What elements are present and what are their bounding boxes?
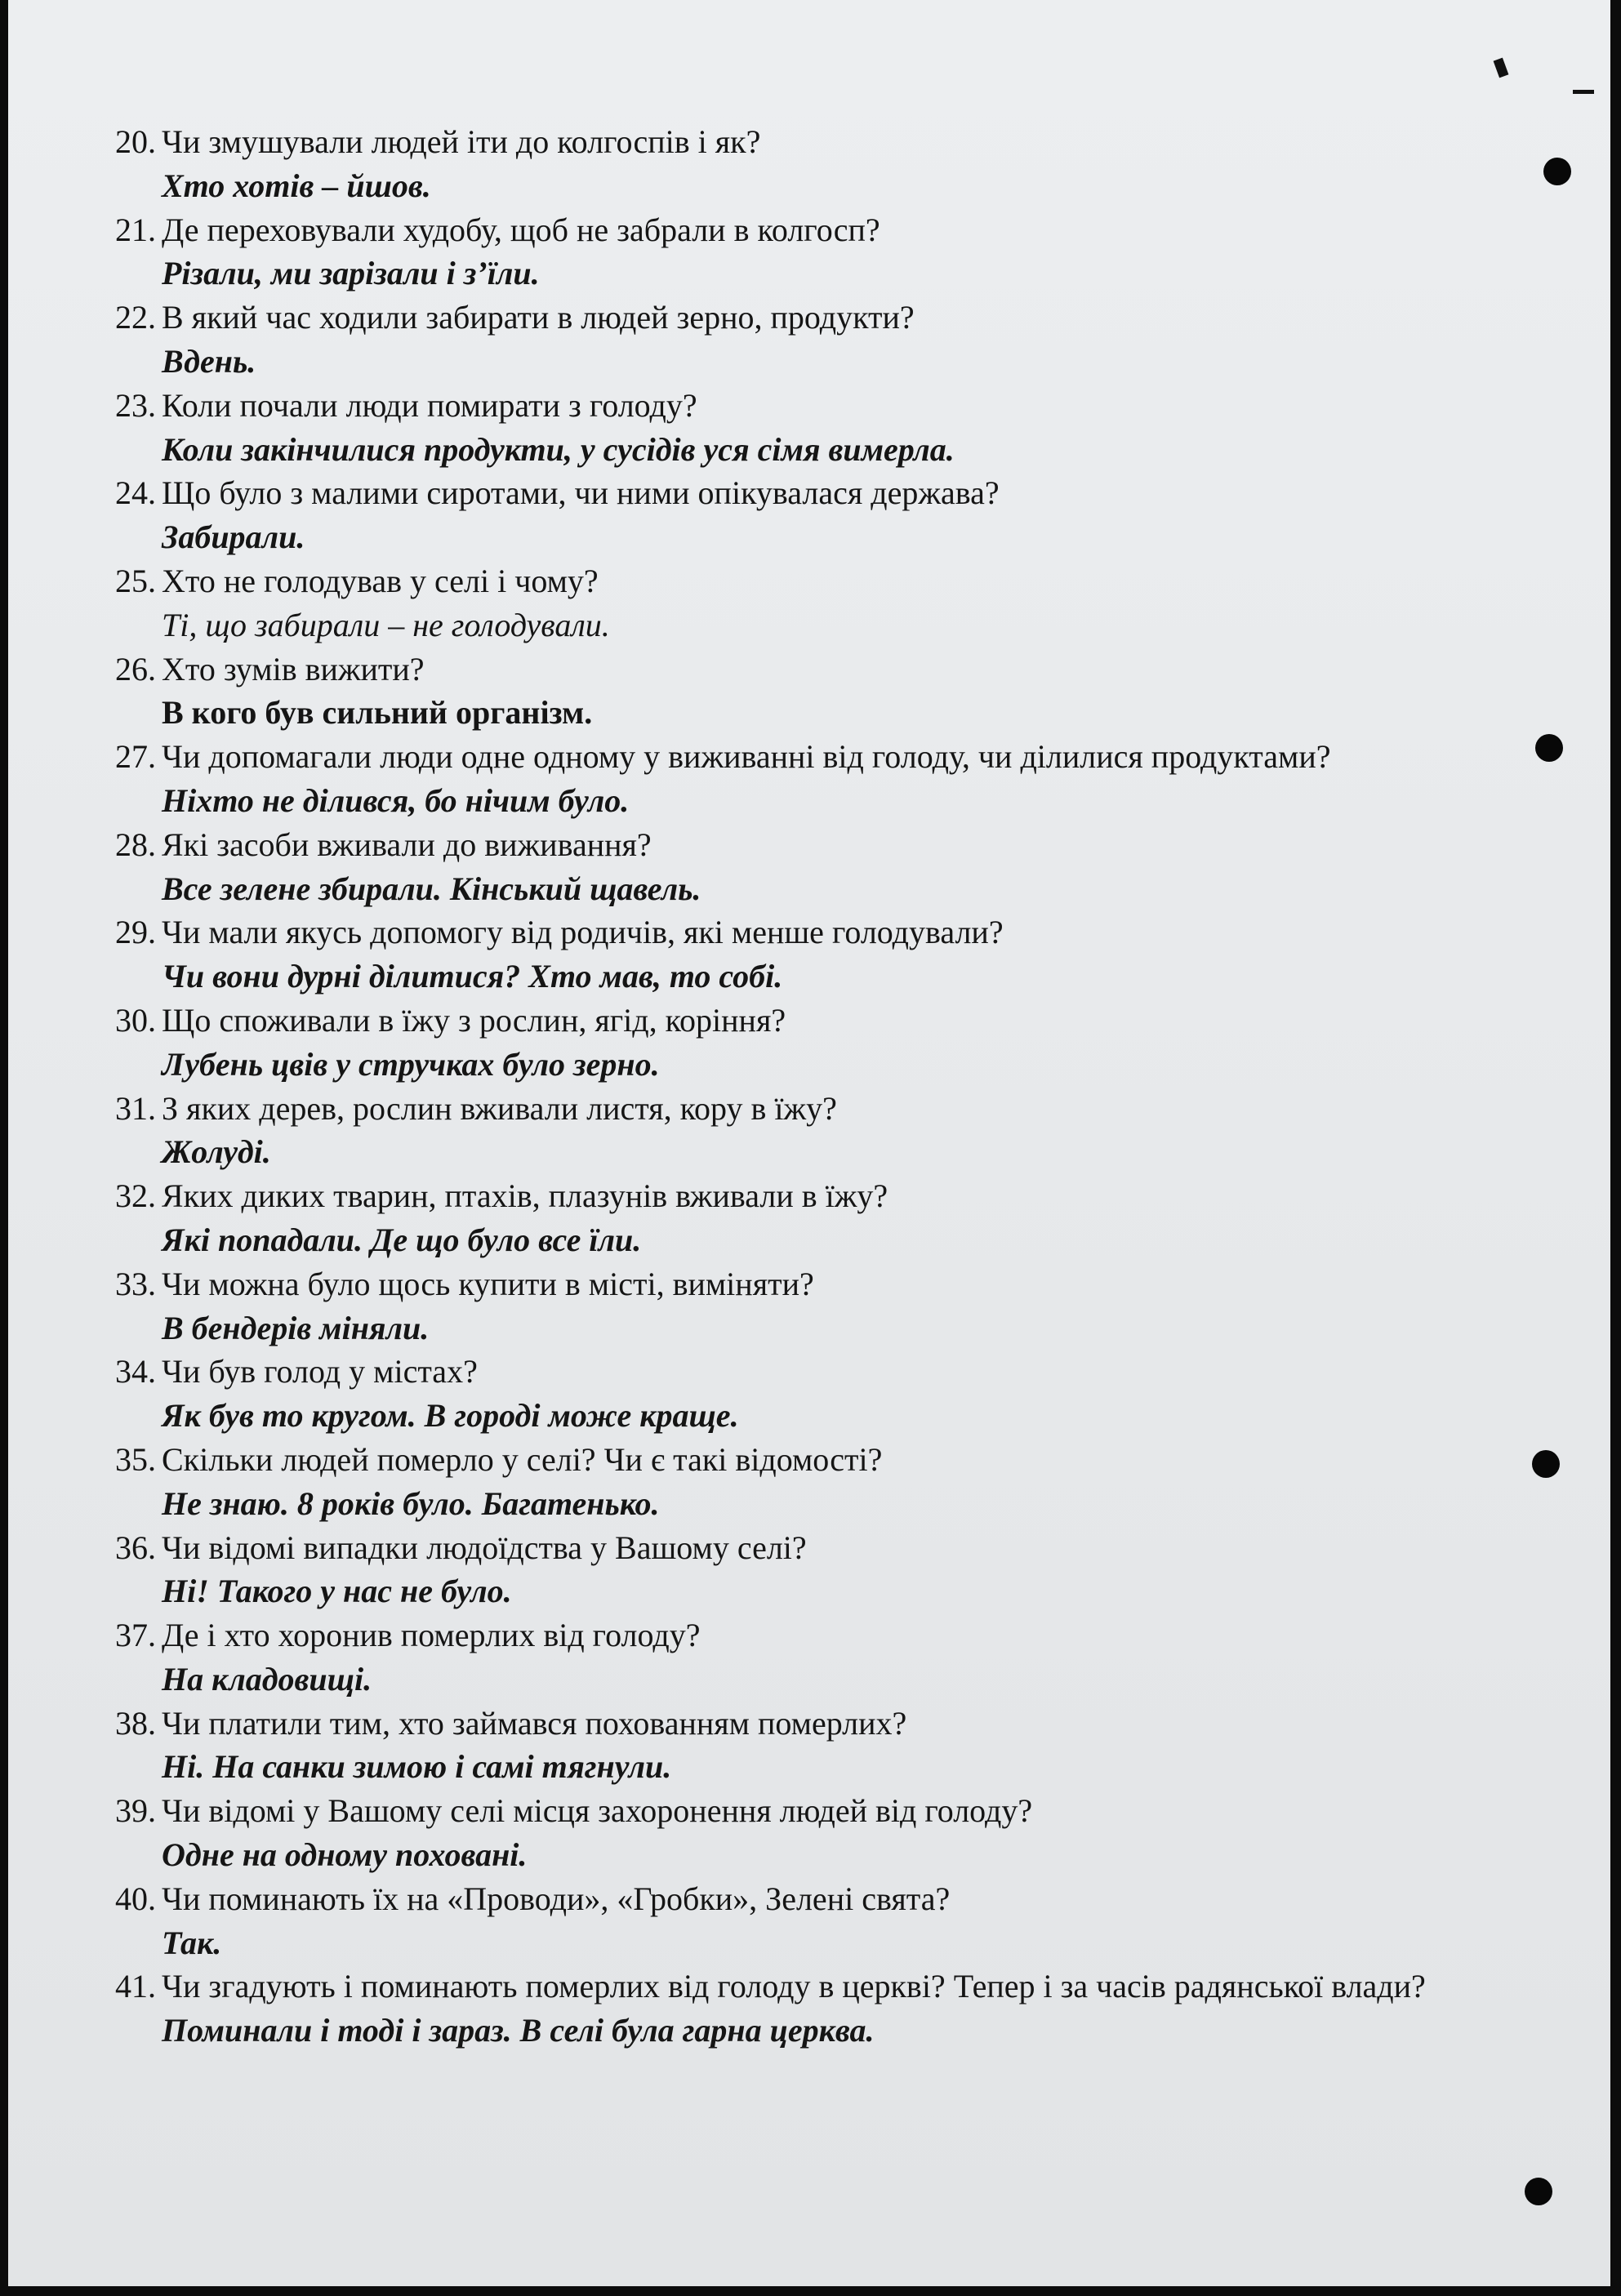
- answer: Як був то кругом. В городі може краще.: [162, 1397, 739, 1435]
- question-text: Чи змушували людей іти до колгоспів і як?: [162, 123, 761, 160]
- question-number: 25.: [115, 562, 156, 599]
- answer: Які попадали. Де що було все їли.: [162, 1221, 642, 1258]
- answer: Забирали.: [162, 518, 305, 556]
- answer: Лубень цвів у стручках було зерно.: [162, 1045, 660, 1083]
- answer: Ні. На санки зимою і самі тягнули.: [162, 1748, 672, 1786]
- answer: Не знаю. 8 років було. Багатенько.: [162, 1484, 660, 1522]
- question: [115, 1087, 1533, 1131]
- question-text: Хто зумів вижити?: [162, 650, 425, 687]
- question-number: 26.: [115, 650, 156, 687]
- question-number: 39.: [115, 1792, 156, 1830]
- question-text: Чи платили тим, хто займався похованням померлих?: [162, 1704, 907, 1742]
- question-number: 33.: [115, 1265, 156, 1302]
- question: [115, 296, 1533, 340]
- answer: Поминали і тоді і зараз. В селі була гарна церква.: [162, 2012, 875, 2049]
- question: [115, 208, 1533, 252]
- question-number: 27.: [115, 738, 156, 776]
- answer: Коли закінчилися продукти, у сусідів уся сімя вимерла.: [162, 430, 955, 468]
- question-text: Хто не голодував у селі і чому?: [162, 562, 599, 599]
- answer: На кладовищі.: [162, 1660, 372, 1698]
- question-number: 32.: [115, 1177, 156, 1215]
- question-number: 22.: [115, 299, 156, 336]
- question-text: Чи відомі випадки людоїдства у Вашому селі?: [162, 1528, 807, 1566]
- questionnaire: [115, 120, 1533, 2053]
- answer: Все зелене збирали. Кінський щавель.: [162, 870, 701, 907]
- answer: Чи вони дурні ділитися? Хто мав, то собі.: [162, 958, 783, 995]
- question: [115, 559, 1533, 603]
- question: [115, 999, 1533, 1043]
- question-text: Що споживали в їжу з рослин, ягід, коріння?: [162, 1001, 786, 1039]
- answer: Жолуді.: [162, 1133, 271, 1171]
- question-number: 37.: [115, 1617, 156, 1654]
- question-number: 31.: [115, 1089, 156, 1127]
- question: [115, 1965, 1533, 2009]
- question: [115, 1702, 1533, 1746]
- answer: Так.: [162, 1924, 222, 1961]
- question: [115, 1174, 1533, 1218]
- question: [115, 823, 1533, 867]
- punch-hole: [1532, 1450, 1560, 1478]
- answer: В кого був сильний організм.: [162, 694, 593, 732]
- question-text: Скільки людей померло у селі? Чи є такі відомості?: [162, 1440, 883, 1478]
- question-text: Де і хто хоронив померлих від голоду?: [162, 1617, 701, 1654]
- question-number: 40.: [115, 1880, 156, 1917]
- scan-mark: [1573, 90, 1594, 94]
- question: [115, 120, 1533, 164]
- question-text: Коли почали люди помирати з голоду?: [162, 386, 697, 424]
- question-text: Чи допомагали люди одне одному у виживанні від голоду, чи ділилися продуктами?: [162, 738, 1331, 776]
- question-number: 20.: [115, 123, 156, 160]
- question-number: 23.: [115, 386, 156, 424]
- question: [115, 1789, 1533, 1833]
- answer: Ніхто не ділився, бо нічим було.: [162, 781, 630, 819]
- question-text: З яких дерев, рослин вживали листя, кору в їжу?: [162, 1089, 837, 1127]
- question: [115, 1350, 1533, 1394]
- question-number: 28.: [115, 825, 156, 863]
- question-number: 21.: [115, 211, 156, 248]
- punch-hole: [1535, 734, 1563, 762]
- question-number: 38.: [115, 1704, 156, 1742]
- question: [115, 1877, 1533, 1921]
- question-text: Чи був голод у містах?: [162, 1353, 478, 1391]
- answer: Хто хотів – йшов.: [162, 167, 431, 204]
- question-text: Чи можна було щось купити в місті, виміняти?: [162, 1265, 814, 1302]
- answer: Ті, що забирали – не голодували.: [162, 606, 610, 643]
- question-number: 30.: [115, 1001, 156, 1039]
- question: [115, 1438, 1533, 1482]
- question: [115, 471, 1533, 515]
- question-text: Яких диких тварин, птахів, плазунів вживали в їжу?: [162, 1177, 888, 1215]
- question-text: Чи згадують і поминають померлих від голоду в церкві? Тепер і за часів радянської влади?: [162, 1968, 1426, 2005]
- question-text: В який час ходили забирати в людей зерно, продукти?: [162, 299, 915, 336]
- question-text: Чи відомі у Вашому селі місця захоронення людей від голоду?: [162, 1792, 1033, 1830]
- question: [115, 910, 1533, 954]
- question-number: 34.: [115, 1353, 156, 1391]
- punch-hole: [1543, 158, 1571, 185]
- question-text: Що було з малими сиротами, чи ними опікувалася держава?: [162, 474, 1000, 512]
- question-text: Де переховували худобу, щоб не забрали в колгосп?: [162, 211, 880, 248]
- question: [115, 647, 1533, 692]
- question: [115, 735, 1533, 779]
- scan-mark: [1494, 58, 1509, 78]
- question-number: 35.: [115, 1440, 156, 1478]
- scanned-page: [8, 0, 1610, 2286]
- question: [115, 1613, 1533, 1657]
- answer: В бендерів міняли.: [162, 1309, 430, 1346]
- question-number: 36.: [115, 1528, 156, 1566]
- question-text: Чи мали якусь допомогу від родичів, які менше голодували?: [162, 914, 1004, 951]
- punch-hole: [1525, 2178, 1552, 2205]
- answer: Одне на одному поховані.: [162, 1836, 528, 1874]
- answer: Різали, ми зарізали і з’їли.: [162, 255, 540, 292]
- question-number: 29.: [115, 914, 156, 951]
- question: [115, 1262, 1533, 1306]
- question-text: Які засоби вживали до виживання?: [162, 825, 652, 863]
- question-number: 24.: [115, 474, 156, 512]
- answer: Ні! Такого у нас не було.: [162, 1573, 512, 1610]
- question: [115, 1526, 1533, 1570]
- question-number: 41.: [115, 1968, 156, 2005]
- question: [115, 384, 1533, 428]
- question-text: Чи поминають їх на «Проводи», «Гробки», Зелені свята?: [162, 1880, 951, 1917]
- answer: Вдень.: [162, 342, 256, 380]
